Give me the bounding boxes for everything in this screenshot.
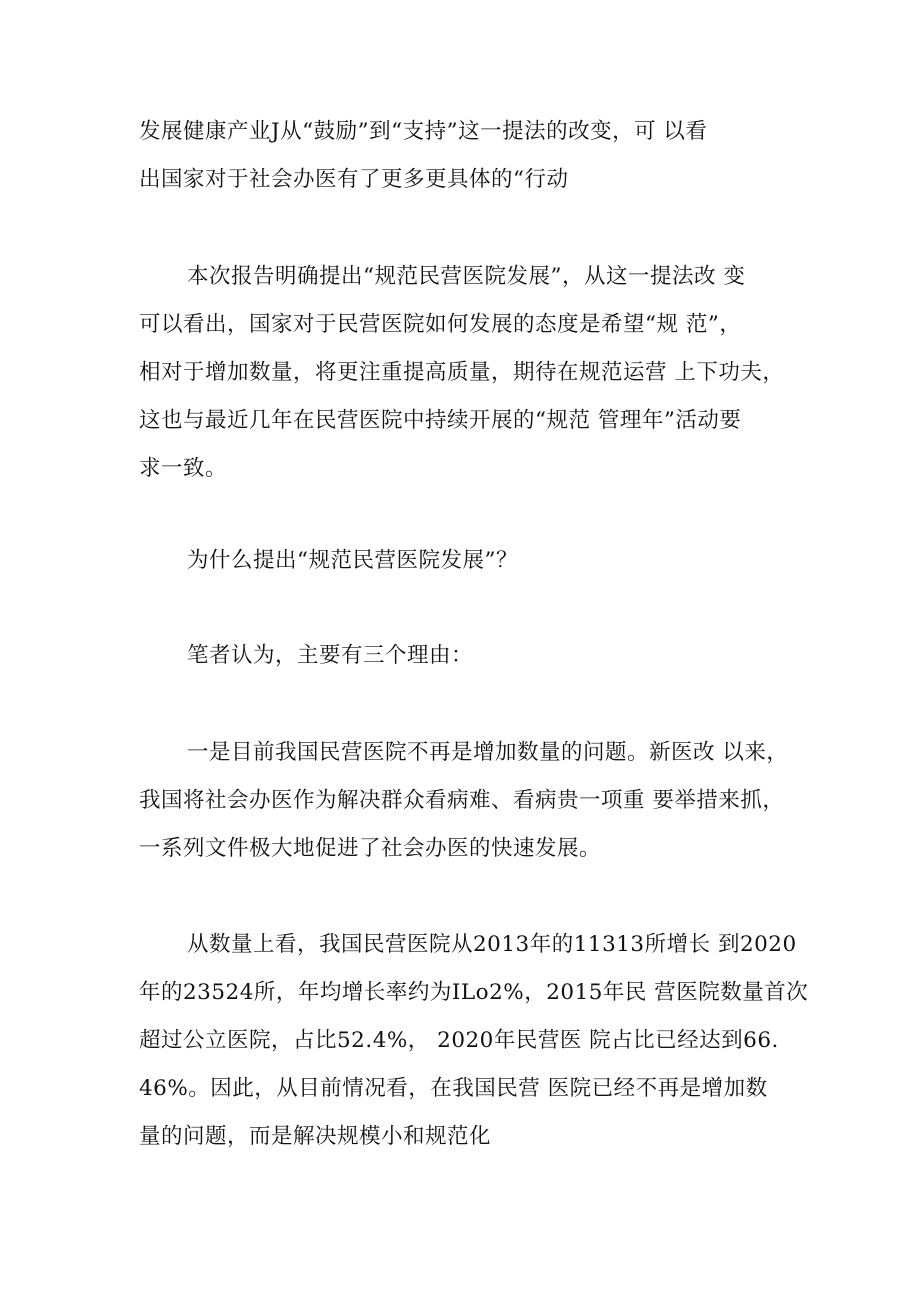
paragraph-2-line-3: 相对于增加数量，将更注重提高质量，期待在规范运营 上下功夫，: [139, 360, 785, 385]
paragraph-6-line-3: 超过公立医院，占比52.4%， 2020年民营医 院占比已经达到66.: [139, 1028, 779, 1053]
paragraph-1-line-1: 发展健康产业J从“鼓励”到“支持”这一提法的改变，可 以看: [139, 119, 708, 144]
paragraph-2-line-5: 求一致。: [139, 456, 228, 481]
paragraph-6-line-4: 46%。因此，从目前情况看，在我国民营 医院已经不再是增加数: [139, 1076, 768, 1101]
paragraph-3-question: 为什么提出“规范民营医院发展”？: [187, 548, 518, 573]
paragraph-2-line-1: 本次报告明确提出“规范民营医院发展”，从这一提法改 变: [187, 264, 746, 289]
paragraph-5-line-2: 我国将社会办医作为解决群众看病难、看病贵一项重 要举措来抓，: [139, 788, 785, 813]
paragraph-6-line-2: 年的23524所，年均增长率约为ILo2%，2015年民 营医院数量首次: [139, 980, 809, 1005]
paragraph-1-line-2: 出国家对于社会办医有了更多更具体的“行动: [139, 167, 569, 192]
paragraph-2-line-4: 这也与最近几年在民营医院中持续开展的“规范 管理年”活动要: [139, 408, 742, 433]
paragraph-5-line-3: 一系列文件极大地促进了社会办医的快速发展。: [139, 836, 602, 861]
paragraph-6-line-5: 量的问题，而是解决规模小和规范化: [139, 1124, 492, 1149]
paragraph-6-line-1: 从数量上看，我国民营医院从2013年的11313所增长 到2020: [187, 932, 797, 957]
paragraph-4-line-1: 笔者认为，主要有三个理由：: [187, 643, 474, 668]
paragraph-5-line-1: 一是目前我国民营医院不再是增加数量的问题。新医改 以来，: [187, 740, 789, 765]
paragraph-2-line-2: 可以看出，国家对于民营医院如何发展的态度是希望“规 范”，: [139, 312, 742, 337]
